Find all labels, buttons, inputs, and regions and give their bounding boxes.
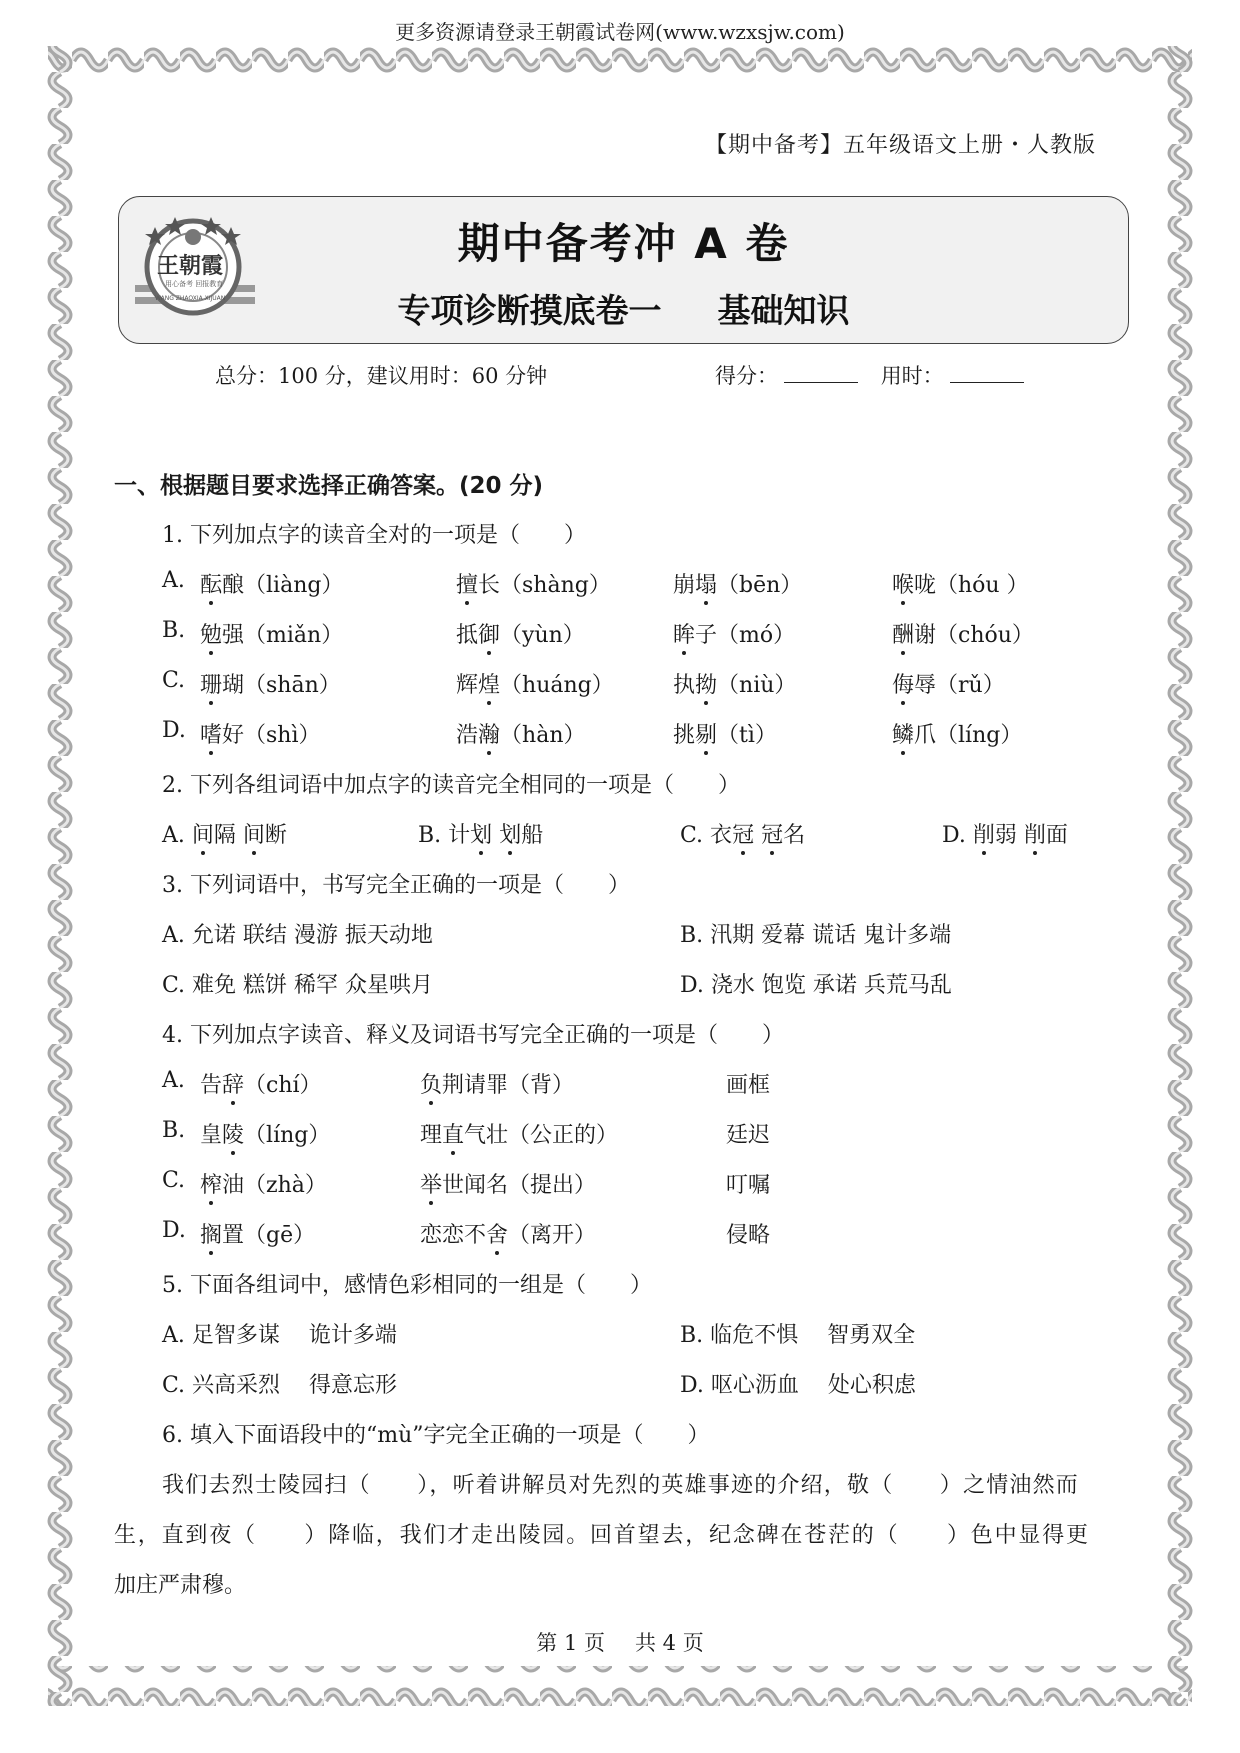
dotted-char: 剔 (695, 718, 717, 749)
dotted-char: 举 (420, 1168, 442, 1199)
word-part: 瑚（shān） (222, 673, 341, 698)
logo-ring-text: WANG ZHAOXIA XIJUAN (155, 295, 226, 302)
question-4-stem: 4. 下列加点字读音、释义及词语书写完全正确的一项是（ ） (162, 1023, 784, 1048)
q1-choice-word (200, 668, 341, 699)
logo-slogan: 用心备考 回报教育 (165, 280, 224, 288)
word-part: 告 (200, 1073, 223, 1098)
word-part: 子（mó） (695, 623, 796, 648)
dotted-char: 喉 (892, 568, 914, 599)
q4-word-spelling: 廷迟 (726, 1123, 771, 1148)
dotted-char: 酬 (892, 618, 914, 649)
word-part: 抵 (456, 623, 479, 648)
option-label: B. (162, 1118, 186, 1143)
word-part: 世闻名（提出） (442, 1173, 597, 1198)
word-part: （hàn） (500, 723, 586, 748)
page-number: 第 1 页 (536, 1631, 605, 1655)
q1-choice-word (456, 568, 611, 599)
option-label: C. (680, 823, 711, 848)
dotted-char: 擅 (456, 568, 478, 599)
question-5-stem: 5. 下面各组词中，感情色彩相同的一组是（ ） (162, 1273, 652, 1298)
time-label: 用时： (880, 364, 944, 388)
q6-passage-line-2: 生，直到夜（ ）降临，我们才走出陵园。回首望去，纪念碑在苍茫的（ ）色中显得更 (114, 1523, 1090, 1548)
title-box (118, 196, 1129, 344)
q1-choice-word (892, 568, 1029, 599)
word-part: 理 (420, 1123, 443, 1148)
dotted-char: 间 (192, 818, 214, 849)
q4-word-reading (200, 1218, 315, 1249)
word-part: 酿（liàng） (222, 573, 344, 598)
dotted-char: 直 (442, 1118, 464, 1149)
dotted-char: 珊 (200, 668, 222, 699)
q4-word-spelling: 叮嘱 (726, 1173, 771, 1198)
word-part: 崩 (673, 573, 696, 598)
option-label: A. (162, 568, 185, 593)
time-blank[interactable] (950, 362, 1024, 383)
q3-option-a: A. 允诺 联结 漫游 振天动地 (162, 923, 433, 948)
q2-option (680, 818, 805, 849)
word-part: （huáng） (500, 673, 614, 698)
edition-label: 【期中备考】五年级语文上册・人教版 (704, 133, 1096, 158)
option-label: B. (162, 618, 186, 643)
exam-subtitle (119, 285, 1128, 332)
dotted-char: 鳞 (892, 718, 914, 749)
word-part: 隔 (213, 823, 236, 848)
q4-word-spelling: 侵略 (726, 1223, 771, 1248)
word-part: 浩 (456, 723, 479, 748)
option-label: D. (162, 718, 186, 743)
q1-choice-word (673, 568, 802, 599)
score-field (715, 360, 1024, 390)
option-label: A. (162, 823, 192, 848)
word-part: （tì） (717, 723, 777, 748)
word-gap (236, 823, 243, 848)
word-gap (492, 823, 499, 848)
dotted-char: 勉 (200, 618, 222, 649)
dotted-char: 削 (973, 818, 995, 849)
q5-option-b: B. 临危不惧 智勇双全 (680, 1323, 916, 1348)
dotted-char: 眸 (673, 618, 695, 649)
word-part: 断 (264, 823, 287, 848)
score-blank[interactable] (784, 362, 858, 383)
word-part: 执 (673, 673, 696, 698)
dotted-char: 搁 (200, 1218, 222, 1249)
site-banner: 更多资源请登录王朝霞试卷网(www.wzxsjw.com) (395, 20, 845, 44)
question-1-stem: 1. 下列加点字的读音全对的一项是（ ） (162, 523, 586, 548)
dotted-char: 酝 (200, 568, 222, 599)
q4-idiom-meaning (420, 1068, 574, 1099)
word-part: 挑 (673, 723, 696, 748)
word-part: 爪（líng） (914, 723, 1023, 748)
dotted-char: 辞 (222, 1068, 244, 1099)
q5-option-c: C. 兴高采烈 得意忘形 (162, 1373, 398, 1398)
dotted-char: 煌 (478, 668, 500, 699)
q1-choice-word (673, 668, 796, 699)
q1-choice-word (673, 718, 777, 749)
word-part: 长（shàng） (478, 573, 611, 598)
word-part: 计 (448, 823, 471, 848)
logo-text: 王朝霞 (157, 253, 224, 279)
subtitle-right: 基础知识 (717, 291, 850, 330)
option-label: D. (942, 823, 973, 848)
q4-idiom-meaning (420, 1168, 596, 1199)
word-part: 恋恋不 (420, 1223, 487, 1248)
q1-choice-word (892, 618, 1034, 649)
word-part: 衣 (710, 823, 733, 848)
word-part: 名 (783, 823, 806, 848)
q4-word-reading (200, 1068, 322, 1099)
word-part: （离开） (508, 1223, 597, 1248)
word-part: 咙（hóu ） (914, 573, 1029, 598)
q1-choice-word (456, 618, 585, 649)
question-2-stem: 2. 下列各组词语中加点字的读音完全相同的一项是（ ） (162, 773, 740, 798)
dotted-char: 舍 (486, 1218, 508, 1249)
option-label: C. (162, 1168, 186, 1193)
word-part: 荆请罪（背） (442, 1073, 575, 1098)
dotted-char: 负 (420, 1068, 442, 1099)
word-part: 辉 (456, 673, 479, 698)
q3-option-b: B. 汛期 爱幕 谎话 鬼计多端 (680, 923, 952, 948)
word-part: （chí） (244, 1073, 322, 1098)
word-part: 船 (521, 823, 544, 848)
subtitle-left: 专项诊断摸底卷一 (397, 291, 662, 330)
option-label: D. (162, 1218, 186, 1243)
word-part: 弱 (994, 823, 1017, 848)
word-part: 皇 (200, 1123, 223, 1148)
dotted-char: 冠 (732, 818, 754, 849)
dotted-char: 塌 (695, 568, 717, 599)
dotted-char: 冠 (761, 818, 783, 849)
dotted-char: 御 (478, 618, 500, 649)
q1-choice-word (456, 718, 586, 749)
q6-passage-line-1: 我们去烈士陵园扫（ ），听着讲解员对先烈的英雄事迹的介绍，敬（ ）之情油然而 (162, 1473, 1080, 1498)
word-gap (1017, 823, 1024, 848)
q1-choice-word (200, 718, 321, 749)
page-total: 共 4 页 (635, 1631, 704, 1655)
q1-choice-word (892, 718, 1022, 749)
question-3-stem: 3. 下列词语中，书写完全正确的一项是（ ） (162, 873, 630, 898)
exam-title: 期中备考冲 A 卷 (457, 219, 790, 268)
word-part: 谢（chóu） (914, 623, 1034, 648)
word-part: 辱（rǔ） (914, 673, 1005, 698)
q2-option (162, 818, 287, 849)
option-label: C. (162, 668, 186, 693)
q4-word-reading (200, 1168, 327, 1199)
q1-choice-word (456, 668, 614, 699)
dotted-char: 嗜 (200, 718, 222, 749)
score-label: 得分： (715, 364, 778, 388)
word-part: 面 (1045, 823, 1068, 848)
dotted-char: 榨 (200, 1168, 222, 1199)
dotted-char: 拗 (695, 668, 717, 699)
dotted-char: 陵 (222, 1118, 244, 1149)
word-part: 置（gē） (222, 1223, 316, 1248)
q4-word-spelling: 画框 (726, 1073, 771, 1098)
word-part: 油（zhà） (222, 1173, 327, 1198)
dotted-char: 瀚 (478, 718, 500, 749)
q4-idiom-meaning (420, 1118, 618, 1149)
q5-option-d: D. 呕心沥血 处心积虑 (680, 1373, 916, 1398)
word-part: 气壮（公正的） (464, 1123, 619, 1148)
dotted-char: 划 (499, 818, 521, 849)
q5-option-a: A. 足智多谋 诡计多端 (162, 1323, 397, 1348)
q1-choice-word (200, 618, 343, 649)
score-info: 总分：100 分，建议用时：60 分钟 (215, 364, 548, 388)
q4-idiom-meaning (420, 1218, 596, 1249)
section-heading: 一、根据题目要求选择正确答案。(20 分) (114, 473, 544, 499)
option-label: B. (418, 823, 449, 848)
q2-option (418, 818, 543, 849)
q3-option-c: C. 难免 糕饼 稀罕 众星哄月 (162, 973, 434, 998)
q1-choice-word (892, 668, 1005, 699)
q6-passage-line-3: 加庄严肃穆。 (114, 1573, 247, 1598)
q1-choice-word (673, 618, 795, 649)
word-part: （niù） (717, 673, 797, 698)
word-part: 好（shì） (222, 723, 321, 748)
q2-option (942, 818, 1068, 849)
word-part: （líng） (244, 1123, 331, 1148)
q4-word-reading (200, 1118, 330, 1149)
dotted-char: 划 (470, 818, 492, 849)
dotted-char: 间 (243, 818, 265, 849)
option-label: A. (162, 1068, 185, 1093)
page-footer (0, 1627, 1240, 1657)
dotted-char: 侮 (892, 668, 914, 699)
question-6-stem: 6. 填入下面语段中的“mù”字完全正确的一项是（ ） (162, 1423, 710, 1448)
word-part: （yùn） (500, 623, 585, 648)
word-part: 强（miǎn） (222, 623, 344, 648)
dotted-char: 削 (1024, 818, 1046, 849)
q3-option-d: D. 浇水 饱览 承诺 兵荒马乱 (680, 973, 952, 998)
q1-choice-word (200, 568, 343, 599)
word-gap (754, 823, 761, 848)
word-part: （bēn） (717, 573, 803, 598)
